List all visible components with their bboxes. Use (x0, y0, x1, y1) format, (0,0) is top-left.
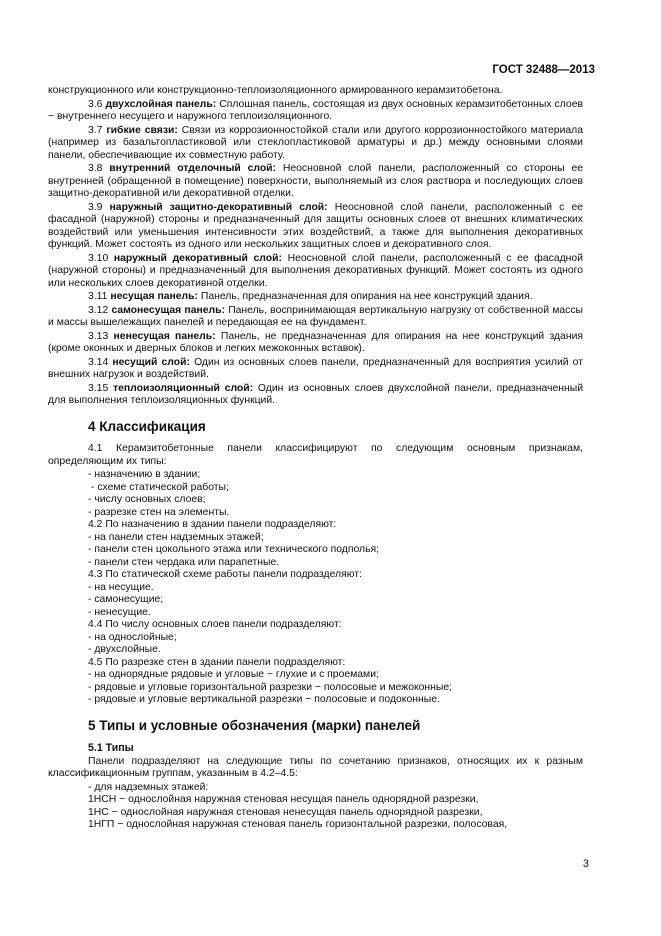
term: несущий слой: (112, 356, 190, 368)
list-item: 1НСН − однослойная наружная стеновая несущая панель однорядной разрезки, (88, 794, 479, 805)
clause-4-4: 4.4 По числу основных слоев панели подразделяют: (88, 619, 342, 630)
section-5-1-title: 5.1 Типы (88, 742, 134, 754)
term: гибкие связи: (106, 124, 178, 136)
section-4-intro: 4.1 Керамзитобетонные панели классифицируют по следующим основным признакам, определяющим их типы: (48, 443, 583, 467)
definition-3-12: 3.12 самонесущая панель: Панель, воспринимающая вертикальную нагрузку от собственной массы и массы вышележащих панелей и передающая ее на фундамент. (48, 304, 583, 328)
list-item: - схеме статической работы; (91, 481, 229, 493)
section-5-1-intro: Панели подразделяют на следующие типы по сочетанию признаков, относящих их к разным классификационным группам, указанным в 4.2–4.5: (48, 755, 583, 779)
document-body (48, 85, 583, 832)
list-item: - самонесущие; (88, 594, 164, 605)
definition-3-14: 3.14 несущий слой: Один из основных слоев панели, предназначенный для восприятия усилий от внешних нагрузок и воздействий. (48, 356, 583, 380)
standard-header: ГОСТ 32488—2013 (492, 64, 595, 76)
section-5-title: 5 Типы и условные обозначения (марки) панелей (88, 717, 421, 733)
term: внутренний отделочный слой: (109, 163, 277, 174)
term: наружный защитно-декоративный слой: (109, 201, 328, 213)
list-item: - двухслойные. (88, 644, 161, 655)
list-item: - рядовые и угловые вертикальной разрезки − полосовые и подоконные. (88, 694, 440, 705)
definition-3-11: 3.11 несущая панель: Панель, предназначенная для опирания на нее конструкций здания. (88, 291, 533, 302)
list-item: - панели стен цокольного этажа или технического подполья; (88, 544, 380, 555)
definition-3-9: 3.9 наружный защитно-декоративный слой: Неосновной слой панели, расположенный с ее фасадной (наружной) стороны и предназначенный для защиты основных слоев от внешних климатических воздействий или уменьшения интенсивности этих воздействий, а также для выполнения декоративных функций. Может состоять из одного или нескольких защитных слоев и декоративного слоя. (48, 201, 583, 250)
term: самонесущая панель: (111, 304, 225, 316)
list-item: - назначению в здании; (88, 469, 201, 480)
list-item: - на однорядные рядовые и угловые − глухие и с проемами; (88, 669, 379, 680)
section-4-title: 4 Классификация (88, 418, 206, 434)
list-item: - панели стен чердака или парапетные. (88, 556, 280, 568)
list-item: - на однослойные; (88, 631, 177, 643)
term: наружный декоративный слой: (113, 252, 282, 264)
term: двухслойная панель: (105, 98, 217, 110)
list-item: - разрезке стен на элементы. (88, 506, 230, 518)
definition-3-10: 3.10 наружный декоративный слой: Неосновной слой панели, расположенный с ее фасадной (наружной стороны) и предназначенный для выполнения декоративных функций. Может состоять из одного или нескольких слоев декоративной отделки. (48, 252, 583, 289)
intro-continuation: конструкционного или конструкционно-теплоизоляционного армированного керамзитобетона. (48, 85, 503, 96)
definition-3-8: 3.8 внутренний отделочный слой: Неосновной слой панели, расположенный со стороны ее внутренней (обращенной в помещение) поверхности, выполняемый из слоя раствора и последующих слоев защитно-декоративной или декоративной отделки. (48, 163, 583, 199)
list-item: - на несущие. (88, 581, 154, 593)
clause-4-5: 4.5 По разрезке стен в здании панели подразделяют: (88, 656, 346, 668)
definition-3-15: 3.15 теплоизоляционный слой: Один из основных слоев двухслойной панели, предназначенный для выполнения теплоизоляционных функций. (48, 382, 583, 406)
list-item: - числу основных слоев; (88, 494, 206, 505)
list-item: 1НС − однослойная наружная стеновая ненесущая панель однорядной разрезки, (88, 806, 483, 818)
clause-4-3: 4.3 По статической схеме работы панели подразделяют: (88, 569, 362, 580)
definition-3-13: 3.13 ненесущая панель: Панель, не предназначенная для опирания на нее конструкций здания (кроме оконных и дверных блоков и легких межоконных вставок). (48, 330, 584, 354)
list-item: 1НГП − однослойная наружная стеновая панель горизонтальной разрезки, полосовая, (88, 819, 508, 830)
term: ненесущая панель: (113, 330, 216, 342)
list-item: - рядовые и угловые горизонтальной разрезки − полосовые и межоконные; (88, 681, 453, 693)
clause-4-2: 4.2 По назначению в здании панели подразделяют: (88, 519, 337, 530)
list-item: - на панели стен надземных этажей; (88, 531, 264, 543)
definition-3-7: 3.7 гибкие связи: Связи из коррозионностойкой стали или другого коррозионностойкого материала (например из базальтопластиковой или стеклопластиковой арматуры и др.) между основными слоями панели, обеспечивающие их совместную работу. (48, 124, 583, 161)
term: несущая панель: (110, 291, 198, 302)
page-number: 3 (582, 858, 589, 870)
list-item: - для надземных этажей: (88, 781, 209, 793)
list-item: - ненесущие. (88, 606, 151, 618)
term: теплоизоляционный слой: (113, 382, 254, 394)
definition-3-6: 3.6 двухслойная панель: Сплошная панель, состоящая из двух основных керамзитобетонных слоев − внутреннего несущего и наружного теплоизоляционного. (48, 98, 583, 122)
